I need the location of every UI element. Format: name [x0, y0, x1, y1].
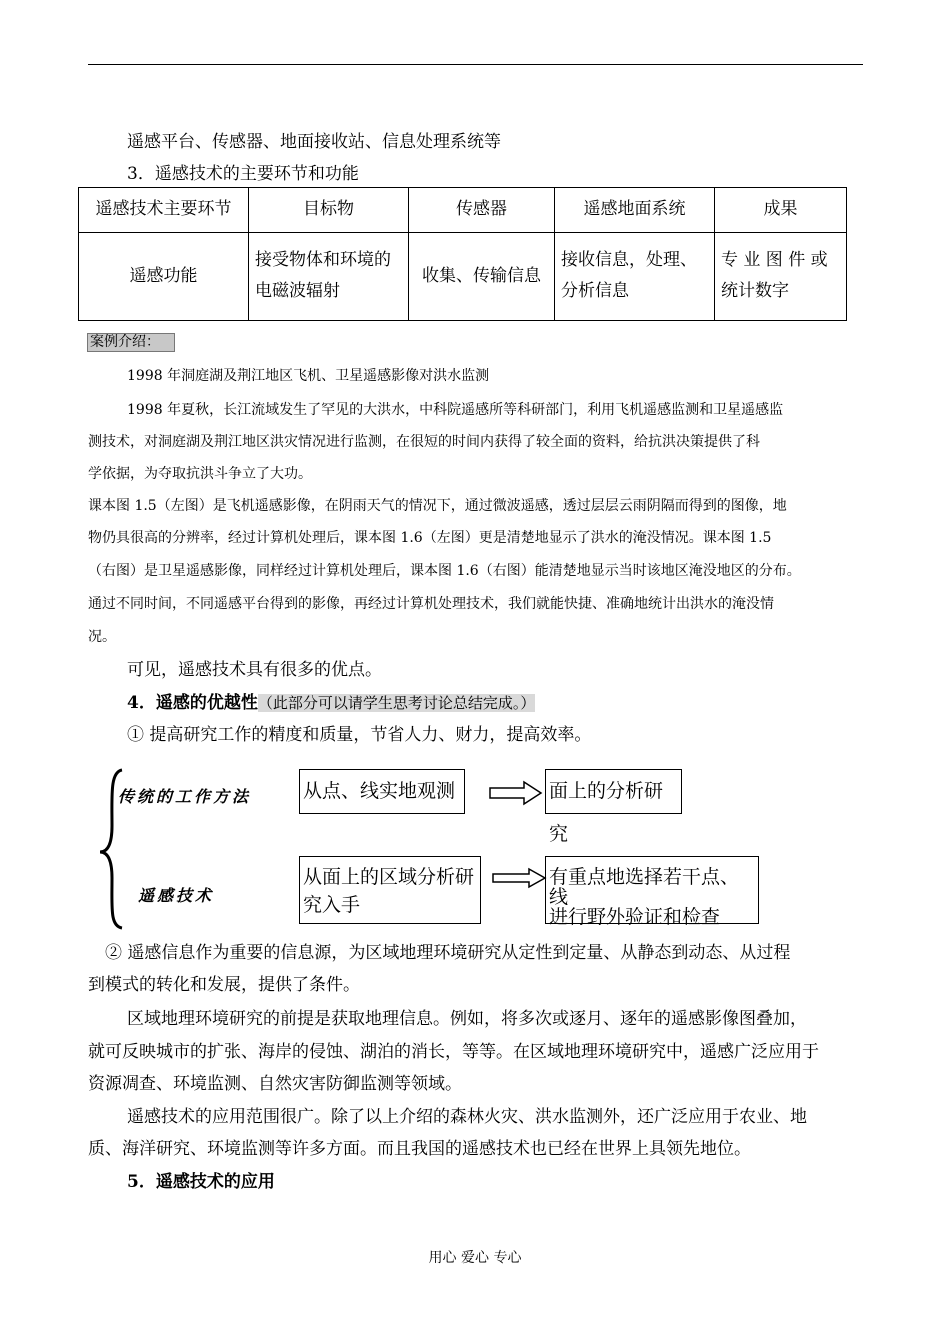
point-2-line: ② 遥感信息作为重要的信息源，为区域地理环境研究从定性到定量、从静态到动态、从过程: [105, 943, 791, 963]
table-cell: 接受物体和环境的电磁波辐射: [249, 232, 409, 320]
para3-line: 区域地理环境研究的前提是获取地理信息。例如，将多次或逐月、逐年的遥感影像图叠加，: [127, 1009, 807, 1029]
table-cell: 专 业 图 件 或统计数字: [715, 232, 847, 320]
table-header-cell: 目标物: [249, 188, 409, 233]
box-line: 进行野外验证和检查: [549, 906, 721, 928]
table-cell: 遥感功能: [79, 232, 249, 320]
box-field-verification: [545, 856, 759, 928]
table-header-cell: 传感器: [409, 188, 555, 233]
arrow-right-icon: [488, 780, 544, 806]
table-header-cell: 成果: [715, 188, 847, 233]
case-para2-line: 物仍具很高的分辨率，经过计算机处理后，课本图 1.6（左图）更是清楚地显示了洪水的淹没情况。课本图 1.5: [88, 530, 772, 546]
case-para2-line: 况。: [88, 629, 116, 645]
section-4-title: 4．遥感的优越性: [127, 693, 258, 713]
conclusion-line: 可见，遥感技术具有很多的优点。: [127, 660, 382, 680]
table-row: [79, 188, 847, 233]
case-para2-line: 通过不同时间，不同遥感平台得到的影像，再经过计算机处理技术，我们就能快捷、准确地统计出洪水的淹没情: [88, 596, 774, 612]
para4-line: 质、海洋研究、环境监测等许多方面。而且我国的遥感技术也已经在世界上具领先地位。: [88, 1139, 751, 1159]
box-line: 有重点地选择若干点、线: [549, 866, 740, 908]
label-traditional-method: 传统的工作方法: [118, 787, 252, 806]
case-para2-line: 课本图 1.5（左图）是飞机遥感影像，在阴雨天气的情况下，通过微波遥感，透过层层云雨阴隔而得到的图像，地: [88, 498, 787, 514]
intro-line: 遥感平台、传感器、地面接收站、信息处理系统等: [127, 132, 501, 152]
section-4-note: （此部分可以请学生思考讨论总结完成。）: [257, 694, 536, 712]
para3-line: 就可反映城市的扩张、海岸的侵蚀、湖泊的消长，等等。在区域地理环境研究中，遥感广泛应用于: [88, 1042, 819, 1062]
case-label: 案例介绍：: [87, 333, 175, 352]
case-para2-line: （右图）是卫星遥感影像，同样经过计算机处理后，课本图 1.6（右图）能清楚地显示当时该地区淹没地区的分布。: [88, 563, 801, 579]
table-cell: 接收信息，处理、分析信息: [555, 232, 715, 320]
point-1: ① 提高研究工作的精度和质量，节省人力、财力，提高效率。: [127, 725, 592, 745]
case-para1-line: 学依据，为夺取抗洪斗争立了大功。: [88, 466, 312, 482]
table-row: [79, 232, 847, 320]
page-footer: 用心 爱心 专心: [428, 1250, 522, 1266]
box-regional-analysis: 从面上的区域分析研究入手: [299, 856, 481, 924]
para4-line: 遥感技术的应用范围很广。除了以上介绍的森林火灾、洪水监测外，还广泛应用于农业、地: [127, 1107, 807, 1127]
header-rule: [88, 64, 863, 65]
table-header-cell: 遥感技术主要环节: [79, 188, 249, 233]
case-para1-line: 1998 年夏秋，长江流域发生了罕见的大洪水，中科院遥感所等科研部门，利用飞机遥感监测和卫星遥感监: [127, 402, 784, 418]
box-area-analysis: 面上的分析研究: [545, 769, 682, 814]
table-cell: 收集、传输信息: [409, 232, 555, 320]
section-4-heading: [127, 692, 535, 714]
remote-sensing-table: [78, 187, 847, 321]
box-point-line-observation: 从点、线实地观测: [299, 769, 465, 814]
para3-line: 资源凋查、环境监测、自然灾害防御监测等领域。: [88, 1074, 462, 1094]
point-2-line: 到模式的转化和发展，提供了条件。: [88, 975, 360, 995]
section-3-title: 3．遥感技术的主要环节和功能: [127, 164, 359, 184]
case-para1-line: 测技术，对洞庭湖及荆江地区洪灾情况进行监测，在很短的时间内获得了较全面的资料，给抗洪决策提供了科: [88, 434, 760, 450]
label-remote-sensing: 遥感技术: [138, 886, 215, 905]
arrow-right-icon: [491, 867, 547, 889]
case-title: 1998 年洞庭湖及荆江地区飞机、卫星遥感影像对洪水监测: [127, 368, 490, 384]
section-5-title: 5．遥感技术的应用: [127, 1172, 275, 1192]
table-header-cell: 遥感地面系统: [555, 188, 715, 233]
